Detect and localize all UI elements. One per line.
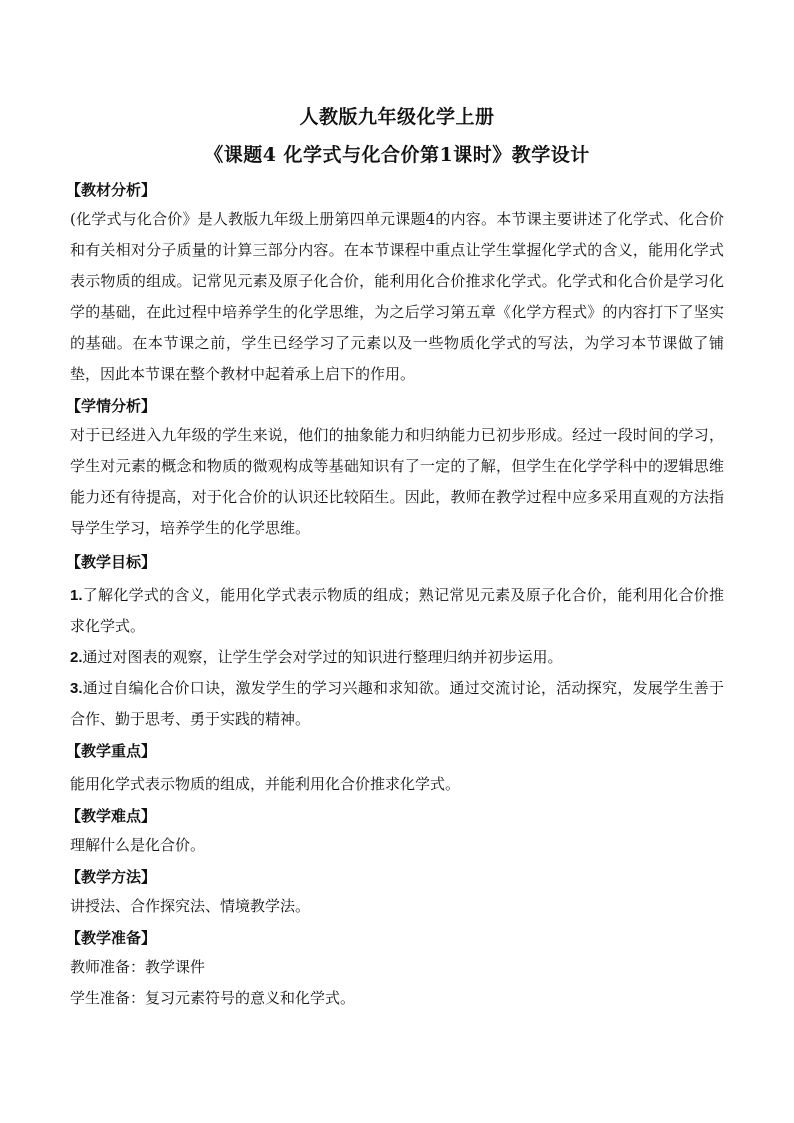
section-heading: 【学情分析】 bbox=[66, 397, 157, 415]
section-difficulties bbox=[66, 802, 724, 861]
section-key-points bbox=[66, 737, 724, 800]
objective-number: 1. bbox=[70, 587, 83, 604]
document-title: 人教版九年级化学上册 bbox=[299, 106, 495, 128]
objective-item bbox=[70, 673, 724, 735]
document-subtitle: 《课题4 化学式与化合价第1课时》教学设计 bbox=[204, 144, 590, 166]
section-text: (化学式与化合价》是人教版九年级上册第四单元课题4的内容。本节课主要讲述了化学式、化合价和有关相对分子质量的计算三部分内容。在本节课程中重点让学生掌握化学式的含义，能用化学式表示物质的组成。记常见元素及原子化合价，能利用化合价推求化学式。化学式和化合价是学习化学的基础，在此过程中培养学生的化学思维，为之后学习第五章《化学方程式》的内容打下了坚实的基础。在本节课之前，学生已经学习了元素以及一些物质化学式的写法，为学习本节课做了铺垫，因此本节课在整个教材中起着承上启下的作用。 bbox=[70, 210, 724, 383]
section-text: 理解什么是化合价。 bbox=[70, 836, 206, 854]
section-methods bbox=[66, 863, 724, 922]
objective-item bbox=[70, 642, 724, 673]
teacher-preparation: 教师准备：教学课件 bbox=[70, 958, 206, 976]
section-heading: 【教学准备】 bbox=[66, 929, 157, 947]
section-heading: 【教学目标】 bbox=[66, 553, 157, 571]
section-objectives bbox=[66, 548, 724, 735]
student-preparation: 学生准备：复习元素符号的意义和化学式。 bbox=[70, 989, 356, 1007]
section-heading: 【教学方法】 bbox=[66, 868, 157, 886]
section-heading: 【教学难点】 bbox=[66, 807, 157, 825]
objective-text: 了解化学式的含义，能用化学式表示物质的组成；熟记常见元素及原子化合价，能利用化合价推求化学式。 bbox=[70, 586, 724, 635]
objective-number: 2. bbox=[70, 649, 83, 666]
section-text: 对于已经进入九年级的学生来说，他们的抽象能力和归纳能力已初步形成。经过一段时间的学习，学生对元素的概念和物质的微观构成等基础知识有了一定的了解，但学生在化学学科中的逻辑思维能力还有待提高，对于化合价的认识还比较陌生。因此，教师在教学过程中应多采用直观的方法指导学生学习，培养学生的化学思维。 bbox=[70, 426, 724, 537]
objective-item bbox=[70, 580, 724, 642]
objective-number: 3. bbox=[70, 680, 83, 697]
section-material-analysis bbox=[66, 176, 724, 390]
section-text: 能用化学式表示物质的组成，并能利用化合价推求化学式。 bbox=[70, 775, 461, 793]
objective-text: 通过自编化合价口诀，激发学生的学习兴趣和求知欲。通过交流讨论，活动探究，发展学生善于合作、勤于思考、勇于实践的精神。 bbox=[70, 679, 724, 728]
section-preparation bbox=[66, 924, 724, 1014]
section-student-analysis bbox=[66, 392, 724, 544]
objective-text: 通过对图表的观察，让学生学会对学过的知识进行整理归纳并初步运用。 bbox=[82, 648, 563, 666]
section-heading: 【教学重点】 bbox=[66, 742, 157, 760]
section-heading: 【教材分析】 bbox=[66, 181, 157, 199]
section-text: 讲授法、合作探究法、情境教学法。 bbox=[70, 897, 311, 915]
